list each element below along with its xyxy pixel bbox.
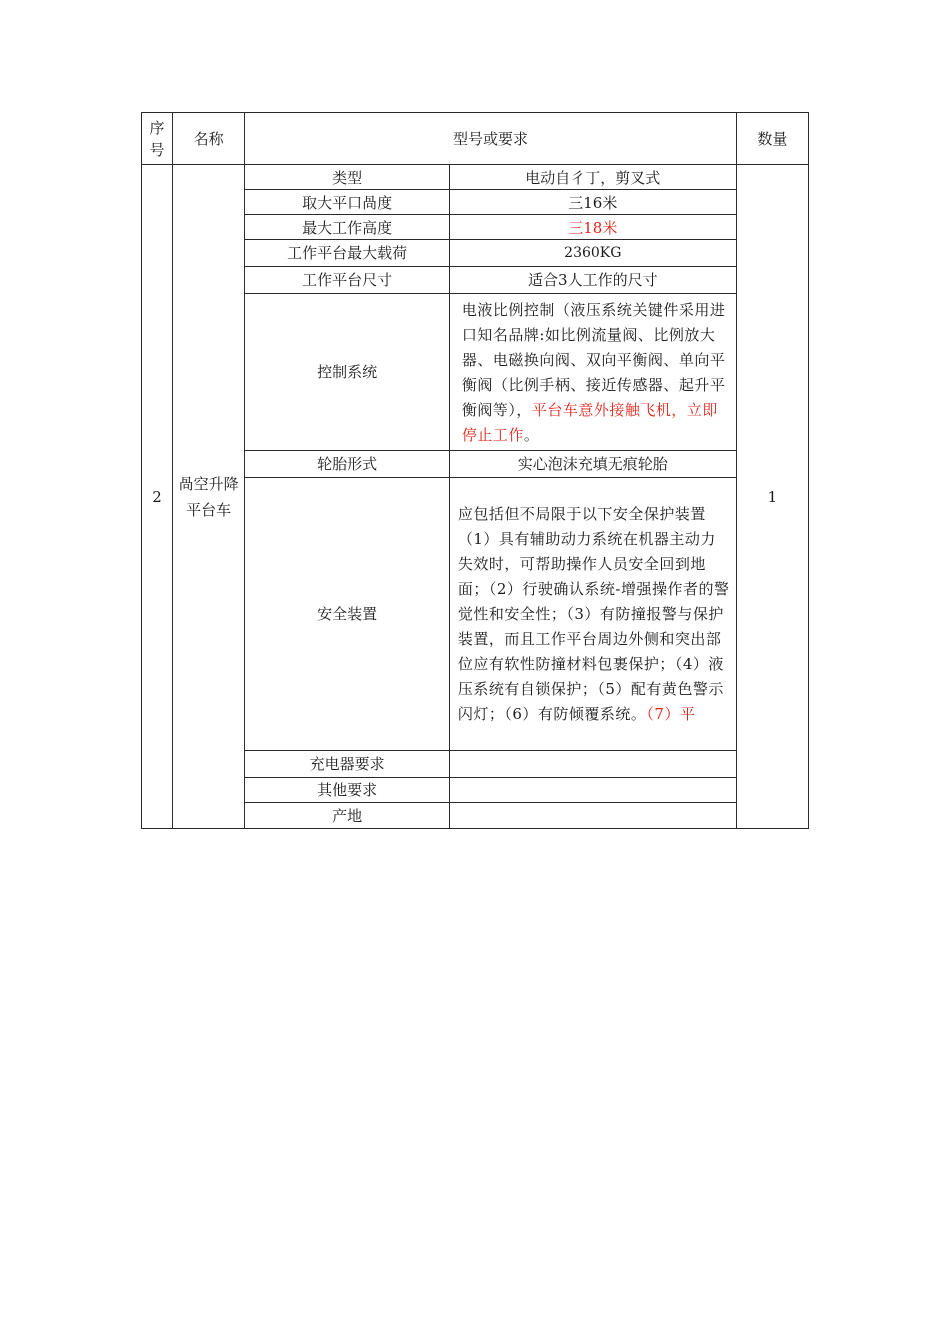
header-seq: 序号 (142, 113, 173, 165)
safety-text: 应包括但不局限于以下安全保护装置 （1）具有辅助动力系统在机器主动力失效时，可帮助操作人员安全回到地面；（2）行驶确认系统-增强操作者的警觉性和安全性；（3）有防撞报警与保护装置，而且工作平台周边外侧和突出部位应有软性防撞材料包裹保护；（4）液压系统有自锁保护；（5）配有黄色警示闪灯；（6）有防倾覆系统。 (457, 504, 730, 723)
param-max-load-label: 工作平台最大载荷 (245, 240, 450, 267)
param-max-work-height-label: 最大工作高度 (245, 215, 450, 240)
table-row (142, 165, 809, 190)
param-max-platform-height-label: 取大平口咼度 (245, 190, 450, 215)
item-qty: 1 (736, 165, 808, 829)
param-type-label: 类型 (245, 165, 450, 190)
item-name: 咼空升降平台车 (173, 165, 245, 829)
spec-table (141, 112, 809, 829)
param-safety-label: 安全装置 (245, 478, 450, 751)
control-text: 电液比例控制（液压系统关键件采用进口知名品牌:如比例流量阀、比例放大器、电磁换向阀、双向平衡阀、单向平衡阀（比例手柄、接近传感器、起升平衡阀等）， (461, 301, 726, 419)
param-origin-value (449, 803, 736, 829)
param-max-work-height-value: 三18米 (449, 215, 736, 240)
param-other-label: 其他要求 (245, 778, 450, 803)
param-charger-label: 充电器要求 (245, 751, 450, 778)
param-tire-label: 轮胎形式 (245, 451, 450, 478)
header-qty: 数量 (736, 113, 808, 165)
control-text-highlight: 平台车意外接触飞机，立即停止工作 (461, 401, 718, 444)
safety-text-highlight: （7）平 (646, 704, 696, 723)
param-max-platform-height-value: 三16米 (449, 190, 736, 215)
param-control-value (449, 294, 736, 451)
param-other-value (449, 778, 736, 803)
param-control-label: 控制系统 (245, 294, 450, 451)
param-platform-size-label: 工作平台尺寸 (245, 267, 450, 294)
param-tire-value: 实心泡沫充填无痕轮胎 (449, 451, 736, 478)
param-charger-value (449, 751, 736, 778)
header-name: 名称 (173, 113, 245, 165)
param-safety-value (449, 478, 736, 751)
item-seq: 2 (142, 165, 173, 829)
param-type-value: 电动自彳丁，剪叉式 (449, 165, 736, 190)
param-platform-size-value: 适合3人工作的尺寸 (449, 267, 736, 294)
param-origin-label: 产地 (245, 803, 450, 829)
header-model: 型号或要求 (245, 113, 736, 165)
control-text-end: 。 (523, 426, 540, 444)
header-row (142, 113, 809, 165)
param-max-load-value: 2360KG (449, 240, 736, 267)
